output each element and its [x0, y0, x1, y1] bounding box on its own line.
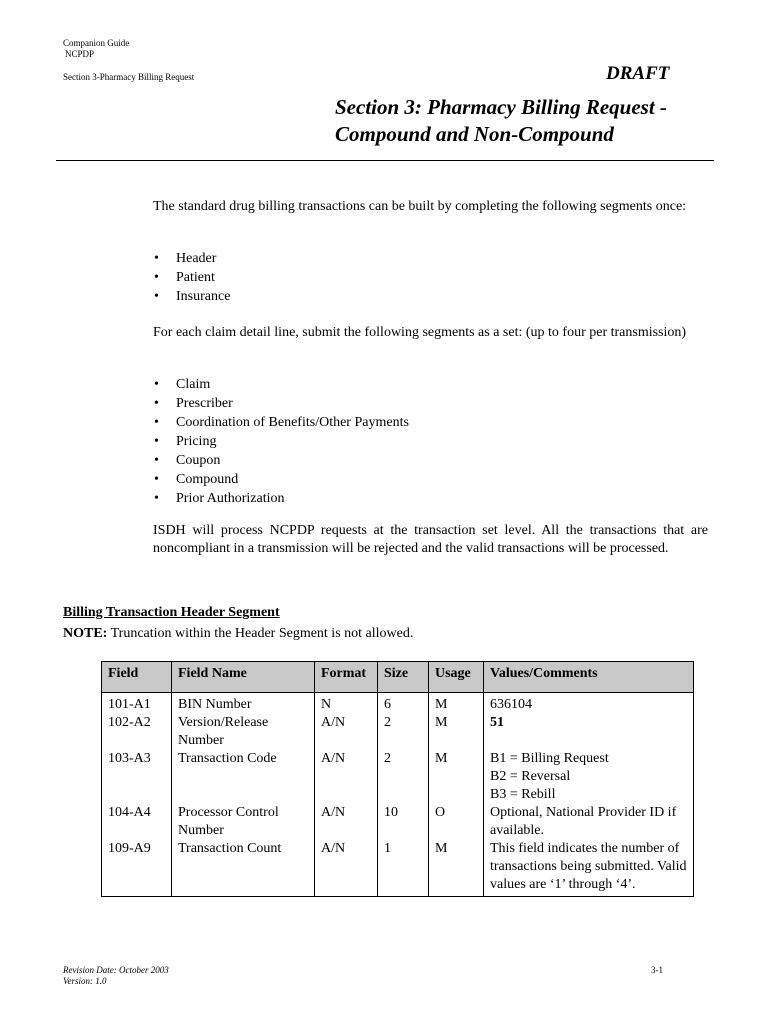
header-guide-label: Companion Guide	[63, 38, 130, 48]
table-row	[102, 840, 694, 897]
cell-field-name: Processor Control Number	[172, 804, 315, 840]
segments-once-list	[153, 249, 230, 306]
cell-format: A/N	[315, 804, 378, 840]
cell-values	[484, 750, 694, 804]
column-header-usage: Usage	[429, 662, 484, 693]
value-line: B1 = Billing Request	[490, 751, 609, 766]
footer-revision-date: Revision Date: October 2003	[63, 965, 169, 975]
cell-usage: M	[429, 693, 484, 715]
table-header-row	[102, 662, 694, 693]
column-header-field-name: Field Name	[172, 662, 315, 693]
cell-field: 104-A4	[102, 804, 172, 840]
segment-heading: Billing Transaction Header Segment	[63, 605, 280, 620]
list-item: • Claim	[153, 375, 409, 394]
cell-format: A/N	[315, 840, 378, 897]
cell-field: 109-A9	[102, 840, 172, 897]
column-header-values: Values/Comments	[484, 662, 694, 693]
cell-format: A/N	[315, 714, 378, 750]
cell-usage: M	[429, 750, 484, 804]
list-item: • Prescriber	[153, 394, 409, 413]
page-title-line-2: Compound and Non-Compound	[335, 122, 614, 146]
cell-field: 101-A1	[102, 693, 172, 715]
page-title-line-1: Section 3: Pharmacy Billing Request -	[335, 95, 667, 119]
cell-format: N	[315, 693, 378, 715]
intro-paragraph: The standard drug billing transactions can be built by completing the following segments once:	[153, 199, 687, 214]
value-line: B3 = Rebill	[490, 787, 556, 802]
cell-values: 51	[484, 714, 694, 750]
cell-field-name: Version/Release Number	[172, 714, 315, 750]
list-item: • Pricing	[153, 432, 409, 451]
column-header-size: Size	[378, 662, 429, 693]
note-text: Truncation within the Header Segment is not allowed.	[107, 626, 414, 641]
page-title	[335, 94, 735, 148]
cell-field-name: Transaction Count	[172, 840, 315, 897]
table-row	[102, 804, 694, 840]
cell-field: 102-A2	[102, 714, 172, 750]
cell-field-name: Transaction Code	[172, 750, 315, 804]
draft-watermark-label: DRAFT	[606, 63, 670, 84]
list-item: • Compound	[153, 470, 409, 489]
cell-size: 10	[378, 804, 429, 840]
header-org-label: NCPDP	[65, 49, 95, 59]
list-item: • Header	[153, 249, 230, 268]
list-item: • Patient	[153, 268, 230, 287]
isdh-paragraph: ISDH will process NCPDP requests at the transaction set level. All the transactions that are noncompliant in a transmission will be rejected and the valid transactions will be processed.	[153, 523, 708, 556]
cell-usage: M	[429, 714, 484, 750]
value-line: B2 = Reversal	[490, 769, 571, 784]
header-divider	[56, 160, 714, 161]
cell-values: This field indicates the number of transactions being submitted. Valid values are ‘1’ through ‘4’.	[484, 840, 694, 897]
table-row	[102, 693, 694, 715]
cell-values: Optional, National Provider ID if available.	[484, 804, 694, 840]
cell-field: 103-A3	[102, 750, 172, 804]
list-item: • Coordination of Benefits/Other Payments	[153, 413, 409, 432]
segment-note	[63, 626, 413, 642]
cell-field-name: BIN Number	[172, 693, 315, 715]
column-header-format: Format	[315, 662, 378, 693]
cell-usage: O	[429, 804, 484, 840]
list-item: • Prior Authorization	[153, 489, 409, 508]
footer-page-number: 3-1	[651, 965, 663, 975]
table-row	[102, 750, 694, 804]
cell-size: 1	[378, 840, 429, 897]
cell-size: 6	[378, 693, 429, 715]
segments-per-claim-list	[153, 375, 409, 508]
cell-usage: M	[429, 840, 484, 897]
cell-size: 2	[378, 714, 429, 750]
column-header-field: Field	[102, 662, 172, 693]
cell-size: 2	[378, 750, 429, 804]
footer-version: Version: 1.0	[63, 976, 107, 986]
note-label: NOTE:	[63, 626, 108, 641]
cell-values: 636104	[484, 693, 694, 715]
header-segment-table	[101, 661, 694, 897]
claim-intro-paragraph: For each claim detail line, submit the following segments as a set: (up to four per transmission)	[153, 325, 687, 340]
list-item: • Coupon	[153, 451, 409, 470]
list-item: • Insurance	[153, 287, 230, 306]
cell-format: A/N	[315, 750, 378, 804]
table-row	[102, 714, 694, 750]
header-section-label: Section 3-Pharmacy Billing Request	[63, 72, 195, 82]
